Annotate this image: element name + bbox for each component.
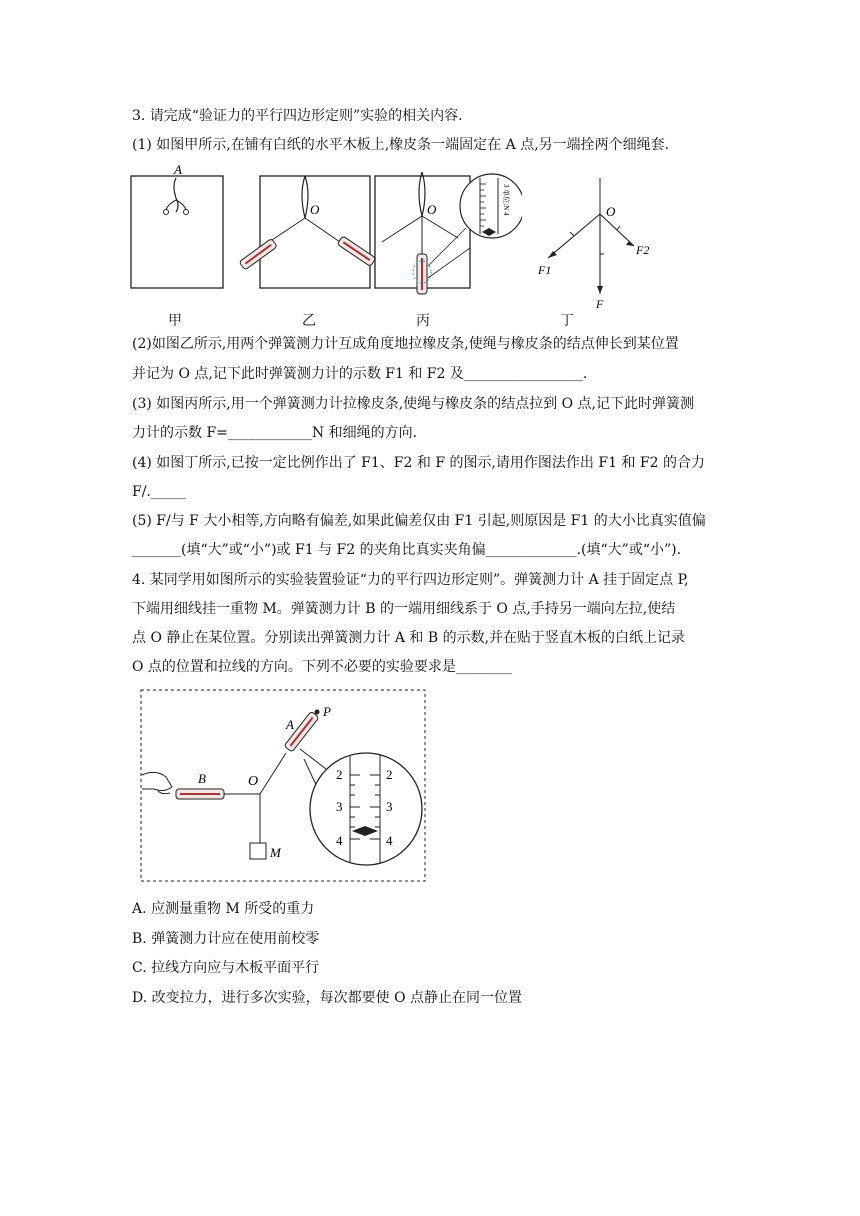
fig-ding-label-f: F: [596, 297, 604, 310]
fig-q4-tick-left-3: 3: [336, 799, 343, 814]
q3-part5-line1: (5) F/与 F 大小相等,方向略有偏差,如果此偏差仅由 F1 引起,则原因是 F1 的大小比真实值偏: [132, 513, 706, 529]
q3-part3-line1: (3) 如图丙所示,用一个弹簧测力计拉橡皮条,使绳与橡皮条的结点拉到 O 点,记下此时弹簧测: [132, 396, 695, 412]
caption-ding: 丁: [560, 313, 574, 329]
fig-q4-tick-left-4: 4: [336, 833, 343, 848]
figure-ding: [530, 170, 660, 310]
q3-part4-line2: F/._____: [132, 484, 186, 500]
q3-part2-line1: (2)如图乙所示,用两个弹簧测力计互成角度地拉橡皮条,使绳与橡皮条的结点伸长到某位置: [132, 336, 679, 352]
fig-bing-label-o: O: [427, 202, 437, 217]
q4-stem-line1: 4. 某同学用如图所示的实验装置验证“力的平行四边形定则”。弹簧测力计 A 挂于固定点 P,: [132, 572, 689, 588]
figure-bing: [372, 162, 522, 302]
q4-stem-line3: 点 O 静止在某位置。分别读出弹簧测力计 A 和 B 的示数,并在贴于竖直木板的白纸上记录: [132, 630, 686, 646]
fig-ding-label-f1: F1: [538, 263, 552, 277]
fig-q4-label-b: B: [198, 771, 206, 786]
q3-part2-line2: 并记为 O 点,记下此时弹簧测力计的示数 F1 和 F2 及_________________.: [132, 366, 588, 382]
fig-q4-tick-right-3: 3: [386, 799, 393, 814]
fig-ding-label-f2: F2: [636, 243, 650, 257]
fig-q4-label-p: P: [323, 704, 331, 719]
q4-option-a: A. 应测量重物 M 所受的重力: [132, 901, 315, 917]
q3-part1: (1) 如图甲所示,在铺有白纸的水平木板上,橡皮条一端固定在 A 点,另一端拴两个细绳套.: [132, 137, 670, 153]
fig-q4-tick-left-2: 2: [336, 767, 343, 782]
q4-option-d: D. 改变拉力，进行多次实验，每次都要使 O 点静止在同一位置: [132, 990, 523, 1006]
caption-bing: 丙: [416, 313, 430, 329]
fig-q4-label-a: A: [286, 717, 294, 732]
q3-title: 3. 请完成“验证力的平行四边形定则”实验的相关内容.: [132, 108, 463, 124]
q4-stem-line4: O 点的位置和拉线的方向。下列不必要的实验要求是________: [132, 659, 512, 675]
q3-part3-line2: 力计的示数 F=____________N 和细绳的方向.: [132, 425, 418, 441]
caption-jia: 甲: [168, 313, 182, 329]
fig-q4-label-m: M: [270, 845, 281, 860]
fig-q4-tick-right-4: 4: [386, 833, 393, 848]
q3-part4-line1: (4) 如图丁所示,已按一定比例作出了 F1、F2 和 F 的图示,请用作图法作出 F1 和 F2 的合力: [132, 455, 705, 471]
figure-jia: [130, 162, 226, 292]
q4-option-c: C. 拉线方向应与木板平面平行: [132, 960, 320, 976]
fig-q4-tick-right-2: 2: [386, 767, 393, 782]
fig-jia-label-a: A: [174, 162, 182, 177]
fig-q4-label-o: O: [248, 774, 259, 789]
figure-yi: [230, 162, 380, 292]
q3-part5-line2: _______(填“大”或“小”)或 F1 与 F2 的夹角比真实夹角偏_____________.(填“大”或“小”).: [132, 542, 682, 558]
fig-yi-label-o: O: [310, 202, 320, 217]
fig-bing-scale-text: 3 单位:N 4: [502, 184, 510, 216]
q4-option-b: B. 弹簧测力计应在使用前校零: [132, 931, 320, 947]
figure-q4-apparatus: [140, 689, 426, 883]
q4-stem-line2: 下端用细线挂一重物 M。弹簧测力计 B 的一端用细线系于 O 点,手持另一端向左拉,使结: [132, 601, 676, 617]
caption-yi: 乙: [302, 313, 316, 329]
fig-ding-label-o: O: [606, 204, 616, 219]
